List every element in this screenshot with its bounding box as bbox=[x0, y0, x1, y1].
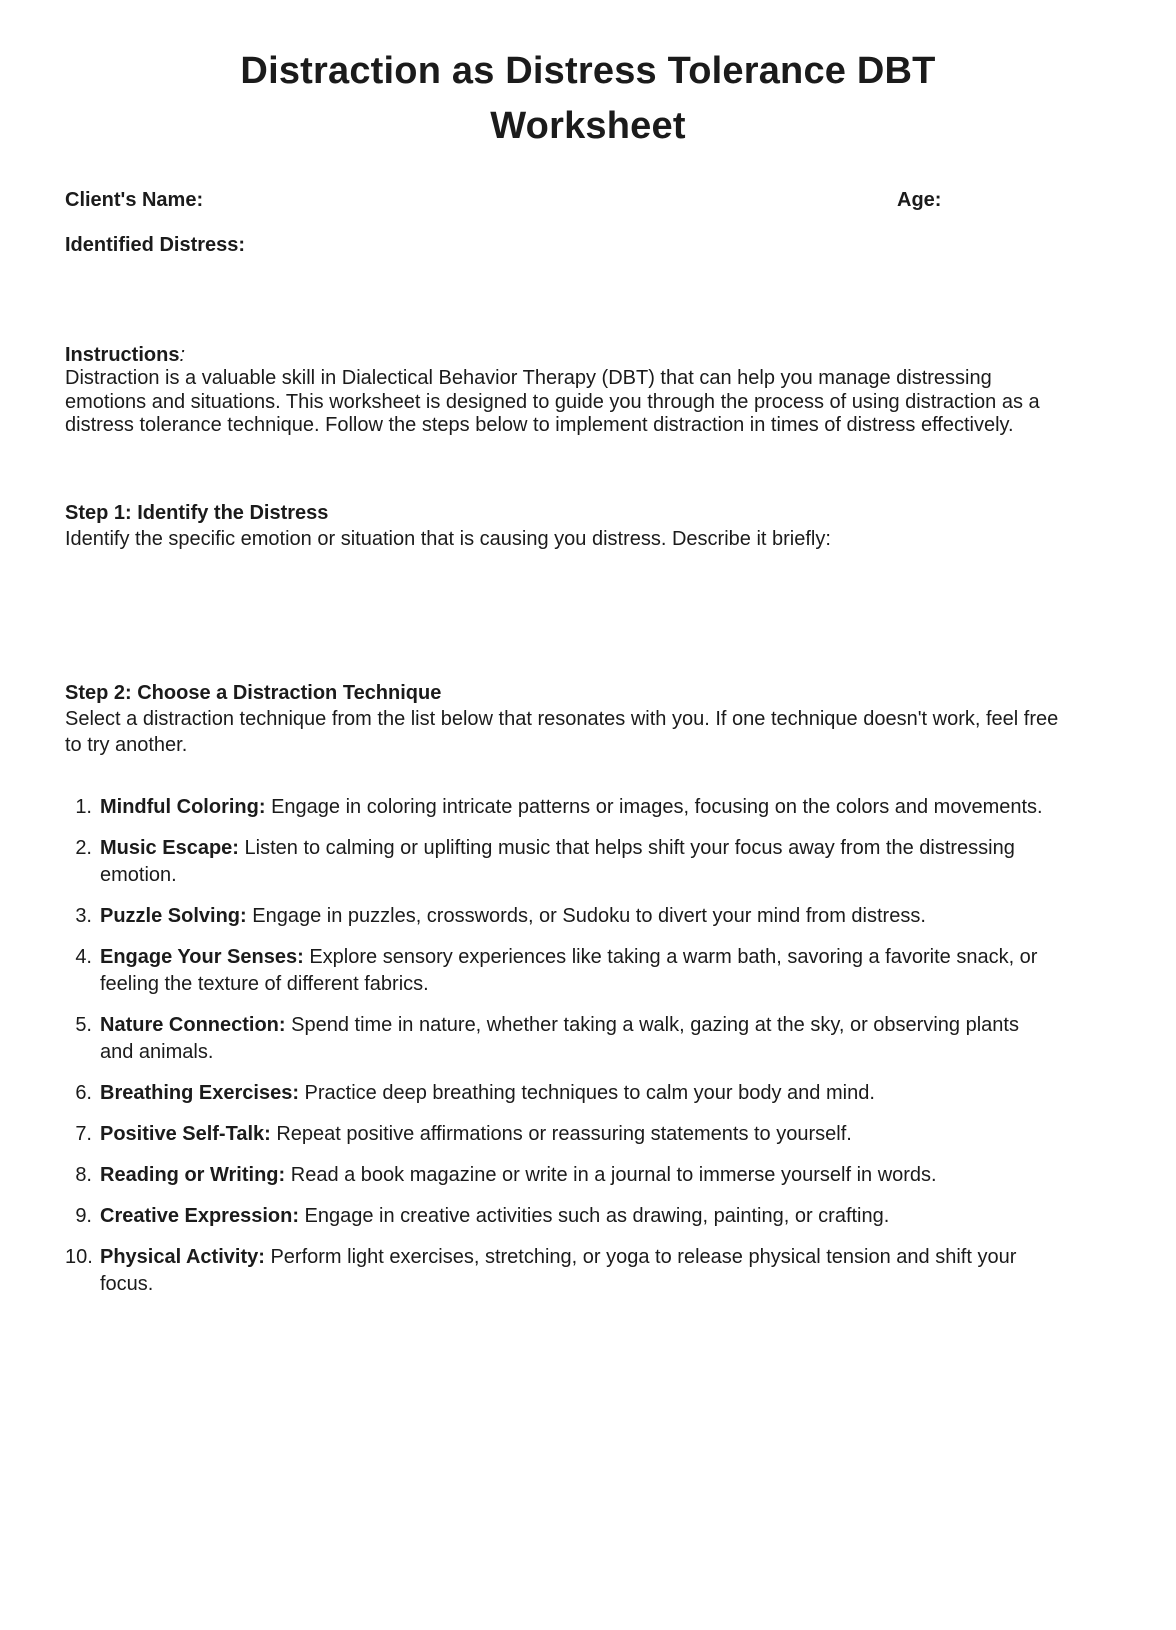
age-label: Age: bbox=[897, 189, 942, 211]
technique-number: 10. bbox=[65, 1245, 93, 1268]
technique-number: 9. bbox=[75, 1204, 92, 1227]
technique-name: Mindful Coloring: bbox=[100, 795, 266, 818]
technique-number: 3. bbox=[75, 904, 92, 927]
technique-name: Nature Connection: bbox=[100, 1013, 286, 1036]
technique-item bbox=[65, 1012, 1081, 1066]
technique-description: Spend time in nature, whether taking a walk, gazing at the sky, or observing plants and animals. bbox=[100, 1013, 1019, 1063]
technique-description: Explore sensory experiences like taking a warm bath, savoring a favorite snack, or feeling the texture of different fabrics. bbox=[100, 945, 1038, 995]
identified-distress-label: Identified Distress: bbox=[65, 234, 246, 256]
technique-item bbox=[65, 1121, 1081, 1148]
technique-number: 8. bbox=[75, 1163, 92, 1186]
instructions-label: Instructions bbox=[65, 344, 180, 366]
step-1-section bbox=[65, 500, 1111, 552]
technique-description: Practice deep breathing techniques to calm your body and mind. bbox=[304, 1081, 875, 1104]
technique-description: Engage in puzzles, crosswords, or Sudoku to divert your mind from distress. bbox=[252, 904, 926, 927]
technique-item bbox=[65, 835, 1081, 889]
instructions-body: Distraction is a valuable skill in Dialectical Behavior Therapy (DBT) that can help you manage distressing emotions and situations. This worksheet is designed to guide you through the process of using distraction as a distress tolerance technique. Follow the steps below to implement distraction in times of distress effectively. bbox=[65, 367, 1040, 436]
step-2-section bbox=[65, 680, 1111, 758]
technique-number: 7. bbox=[75, 1122, 92, 1145]
technique-name: Engage Your Senses: bbox=[100, 945, 304, 968]
step-1-body: Identify the specific emotion or situation that is causing you distress. Describe it briefly: bbox=[65, 527, 831, 550]
technique-description: Repeat positive affirmations or reassuring statements to yourself. bbox=[276, 1122, 852, 1145]
technique-item bbox=[65, 1203, 1081, 1230]
step-2-heading: Step 2: Choose a Distraction Technique bbox=[65, 681, 442, 704]
technique-description: Perform light exercises, stretching, or yoga to release physical tension and shift your focus. bbox=[100, 1245, 1017, 1295]
client-info-row bbox=[65, 188, 1111, 212]
technique-item bbox=[65, 794, 1081, 821]
technique-number: 4. bbox=[75, 945, 92, 968]
techniques-list bbox=[65, 794, 1081, 1298]
technique-number: 1. bbox=[75, 795, 92, 818]
technique-description: Read a book magazine or write in a journal to immerse yourself in words. bbox=[290, 1163, 937, 1186]
technique-item bbox=[65, 903, 1081, 930]
technique-item bbox=[65, 944, 1081, 998]
technique-name: Music Escape: bbox=[100, 836, 239, 859]
identified-distress-row bbox=[65, 233, 1111, 257]
technique-description: Engage in creative activities such as drawing, painting, or crafting. bbox=[304, 1204, 890, 1227]
technique-name: Positive Self-Talk: bbox=[100, 1122, 271, 1145]
client-name-label: Client's Name: bbox=[65, 189, 204, 211]
technique-number: 6. bbox=[75, 1081, 92, 1104]
technique-number: 2. bbox=[75, 836, 92, 859]
technique-name: Breathing Exercises: bbox=[100, 1081, 299, 1104]
step-2-body: Select a distraction technique from the list below that resonates with you. If one technique doesn't work, feel free to try another. bbox=[65, 707, 1059, 756]
technique-description: Engage in coloring intricate patterns or images, focusing on the colors and movements. bbox=[271, 795, 1043, 818]
technique-name: Reading or Writing: bbox=[100, 1163, 286, 1186]
technique-name: Creative Expression: bbox=[100, 1204, 299, 1227]
page-title: Distraction as Distress Tolerance DBT Worksheet bbox=[240, 50, 936, 147]
technique-name: Physical Activity: bbox=[100, 1245, 265, 1268]
technique-item bbox=[65, 1244, 1081, 1298]
instructions-colon: : bbox=[179, 344, 186, 366]
technique-item bbox=[65, 1162, 1081, 1189]
technique-description: Listen to calming or uplifting music that helps shift your focus away from the distressing emotion. bbox=[100, 836, 1015, 886]
technique-item bbox=[65, 1080, 1081, 1107]
technique-name: Puzzle Solving: bbox=[100, 904, 247, 927]
step-1-heading: Step 1: Identify the Distress bbox=[65, 501, 329, 524]
technique-number: 5. bbox=[75, 1013, 92, 1036]
instructions-section bbox=[65, 343, 1111, 438]
instructions-heading bbox=[65, 343, 1111, 367]
